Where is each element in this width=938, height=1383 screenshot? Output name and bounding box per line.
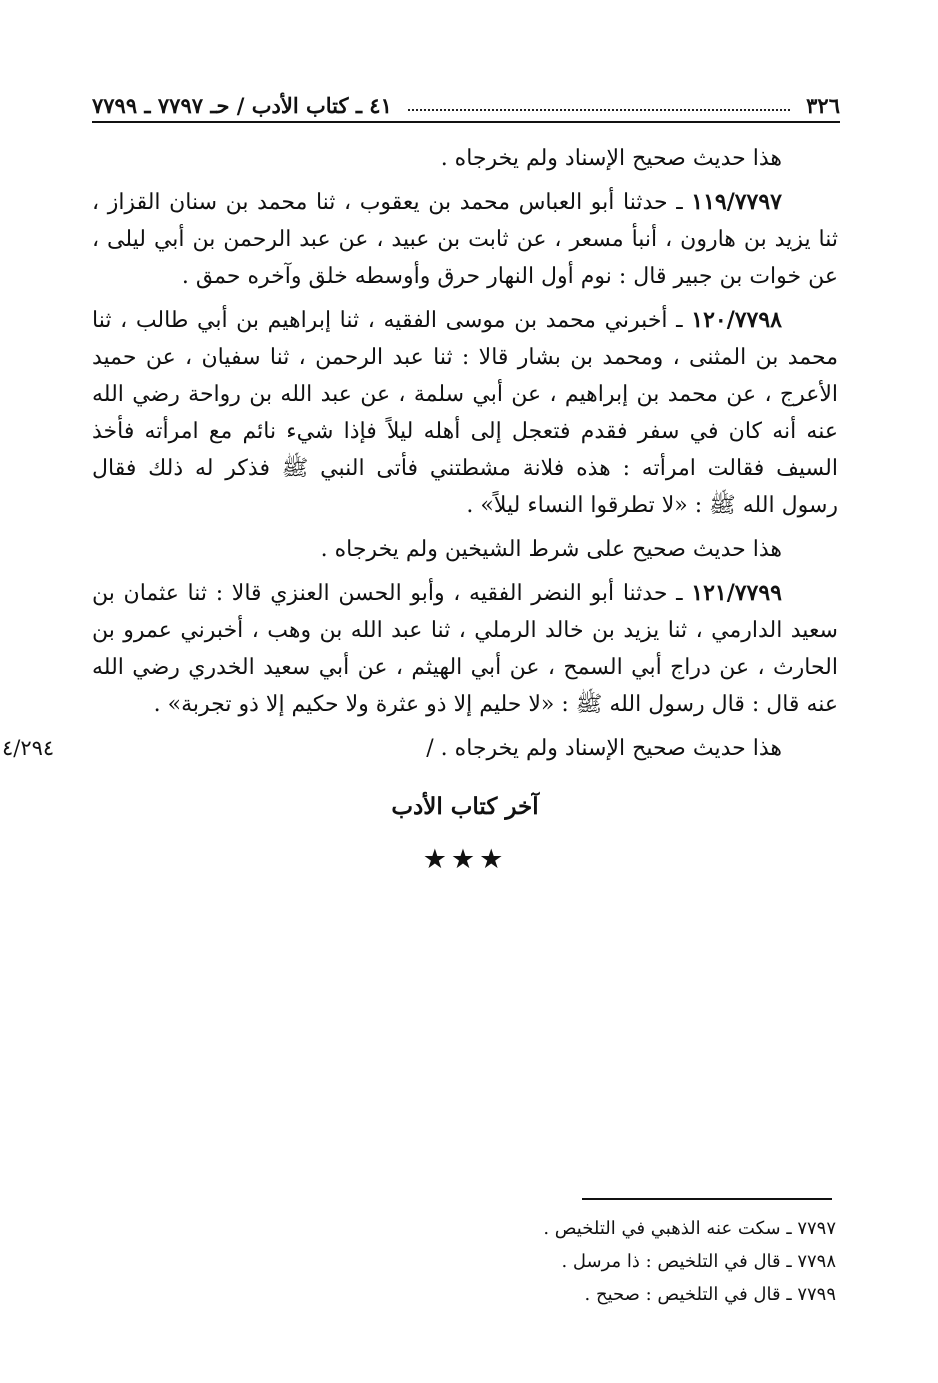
header-rule: [92, 121, 840, 123]
running-title: ٤١ ـ كتاب الأدب / حـ ٧٧٩٧ ـ ٧٧٩٩: [92, 93, 392, 118]
hadith-number: ١٢١/٧٧٩٩: [691, 580, 782, 606]
page-number: ٣٢٦: [806, 93, 840, 118]
header-dot-leader: [408, 108, 790, 111]
book-end-title: آخر كتاب الأدب: [391, 793, 539, 820]
star-ornament-icon: ★★★: [422, 844, 508, 875]
opening-verdict: هذا حديث صحيح الإسناد ولم يخرجاه .: [440, 146, 782, 171]
hadith-number: ١٢٠/٧٧٩٨: [691, 307, 782, 333]
hadith-7797: [92, 184, 838, 295]
footnote-7799: ٧٧٩٩ ـ قال في التلخيص : صحيح .: [584, 1284, 836, 1305]
hadith-7798-verdict: هذا حديث صحيح على شرط الشيخين ولم يخرجاه .: [320, 537, 782, 562]
page-header: [92, 84, 840, 118]
hadith-text: ـ أخبرني محمد بن موسى الفقيه ، ثنا إبراهيم بن أبي طالب ، ثنا محمد بن المثنى ، ومحمد بن بشار قالا : ثنا عبد الرحمن ، ثنا سفيان ، عن حميد الأعرج ، عن محمد بن إبراهيم ، عن أبي سلمة ، عن عبد الله بن رواحة رضي الله عنه أنه كان في سفر فقدم فتعجل إلى أهله ليلاً فإذا شيء نائم مع امرأته فأخذ السيف فقالت امرأته : هذه فلانة مشطتني فأتى النبي ﷺ فذكر له ذلك فقال رسول الله ﷺ : «لا تطرقوا النساء ليلاً» .: [92, 308, 838, 518]
hadith-7799-verdict-row: [2, 730, 838, 767]
margin-reference: ٤/٢٩٤: [2, 736, 55, 760]
hadith-text: ـ حدثنا أبو العباس محمد بن يعقوب ، ثنا محمد بن سنان القزاز ، ثنا يزيد بن هارون ، أنبأ مسعر ، عن ثابت بن عبيد ، عن عبد الرحمن بن أبي ليلى ، عن خوات بن جبير قال : نوم أول النهار حرق وأوسطه خلق وآخره حمق .: [92, 190, 838, 289]
footnote-7798: ٧٧٩٨ ـ قال في التلخيص : ذا مرسل .: [561, 1251, 836, 1272]
hadith-7799-verdict: هذا حديث صحيح الإسناد ولم يخرجاه . /: [426, 736, 782, 761]
footnote-7797: ٧٧٩٧ ـ سكت عنه الذهبي في التلخيص .: [543, 1218, 836, 1239]
hadith-7799: [92, 575, 838, 723]
hadith-text: ـ حدثنا أبو النضر الفقيه ، وأبو الحسن العنزي قالا : ثنا عثمان بن سعيد الدارمي ، ثنا يزيد بن خالد الرملي ، ثنا عبد الله بن وهب ، أخبرني عمرو بن الحارث ، عن دراج أبي السمح ، عن أبي الهيثم ، عن أبي سعيد الخدري رضي الله عنه قال : قال رسول الله ﷺ : «لا حليم إلا ذو عثرة ولا حكيم إلا ذو تجربة» .: [92, 581, 838, 717]
book-end: [92, 787, 838, 878]
footnotes: [300, 1212, 836, 1311]
main-text: [2, 140, 838, 878]
footnote-rule: [582, 1198, 832, 1200]
hadith-7798: [92, 302, 838, 524]
hadith-number: ١١٩/٧٧٩٧: [691, 189, 782, 215]
